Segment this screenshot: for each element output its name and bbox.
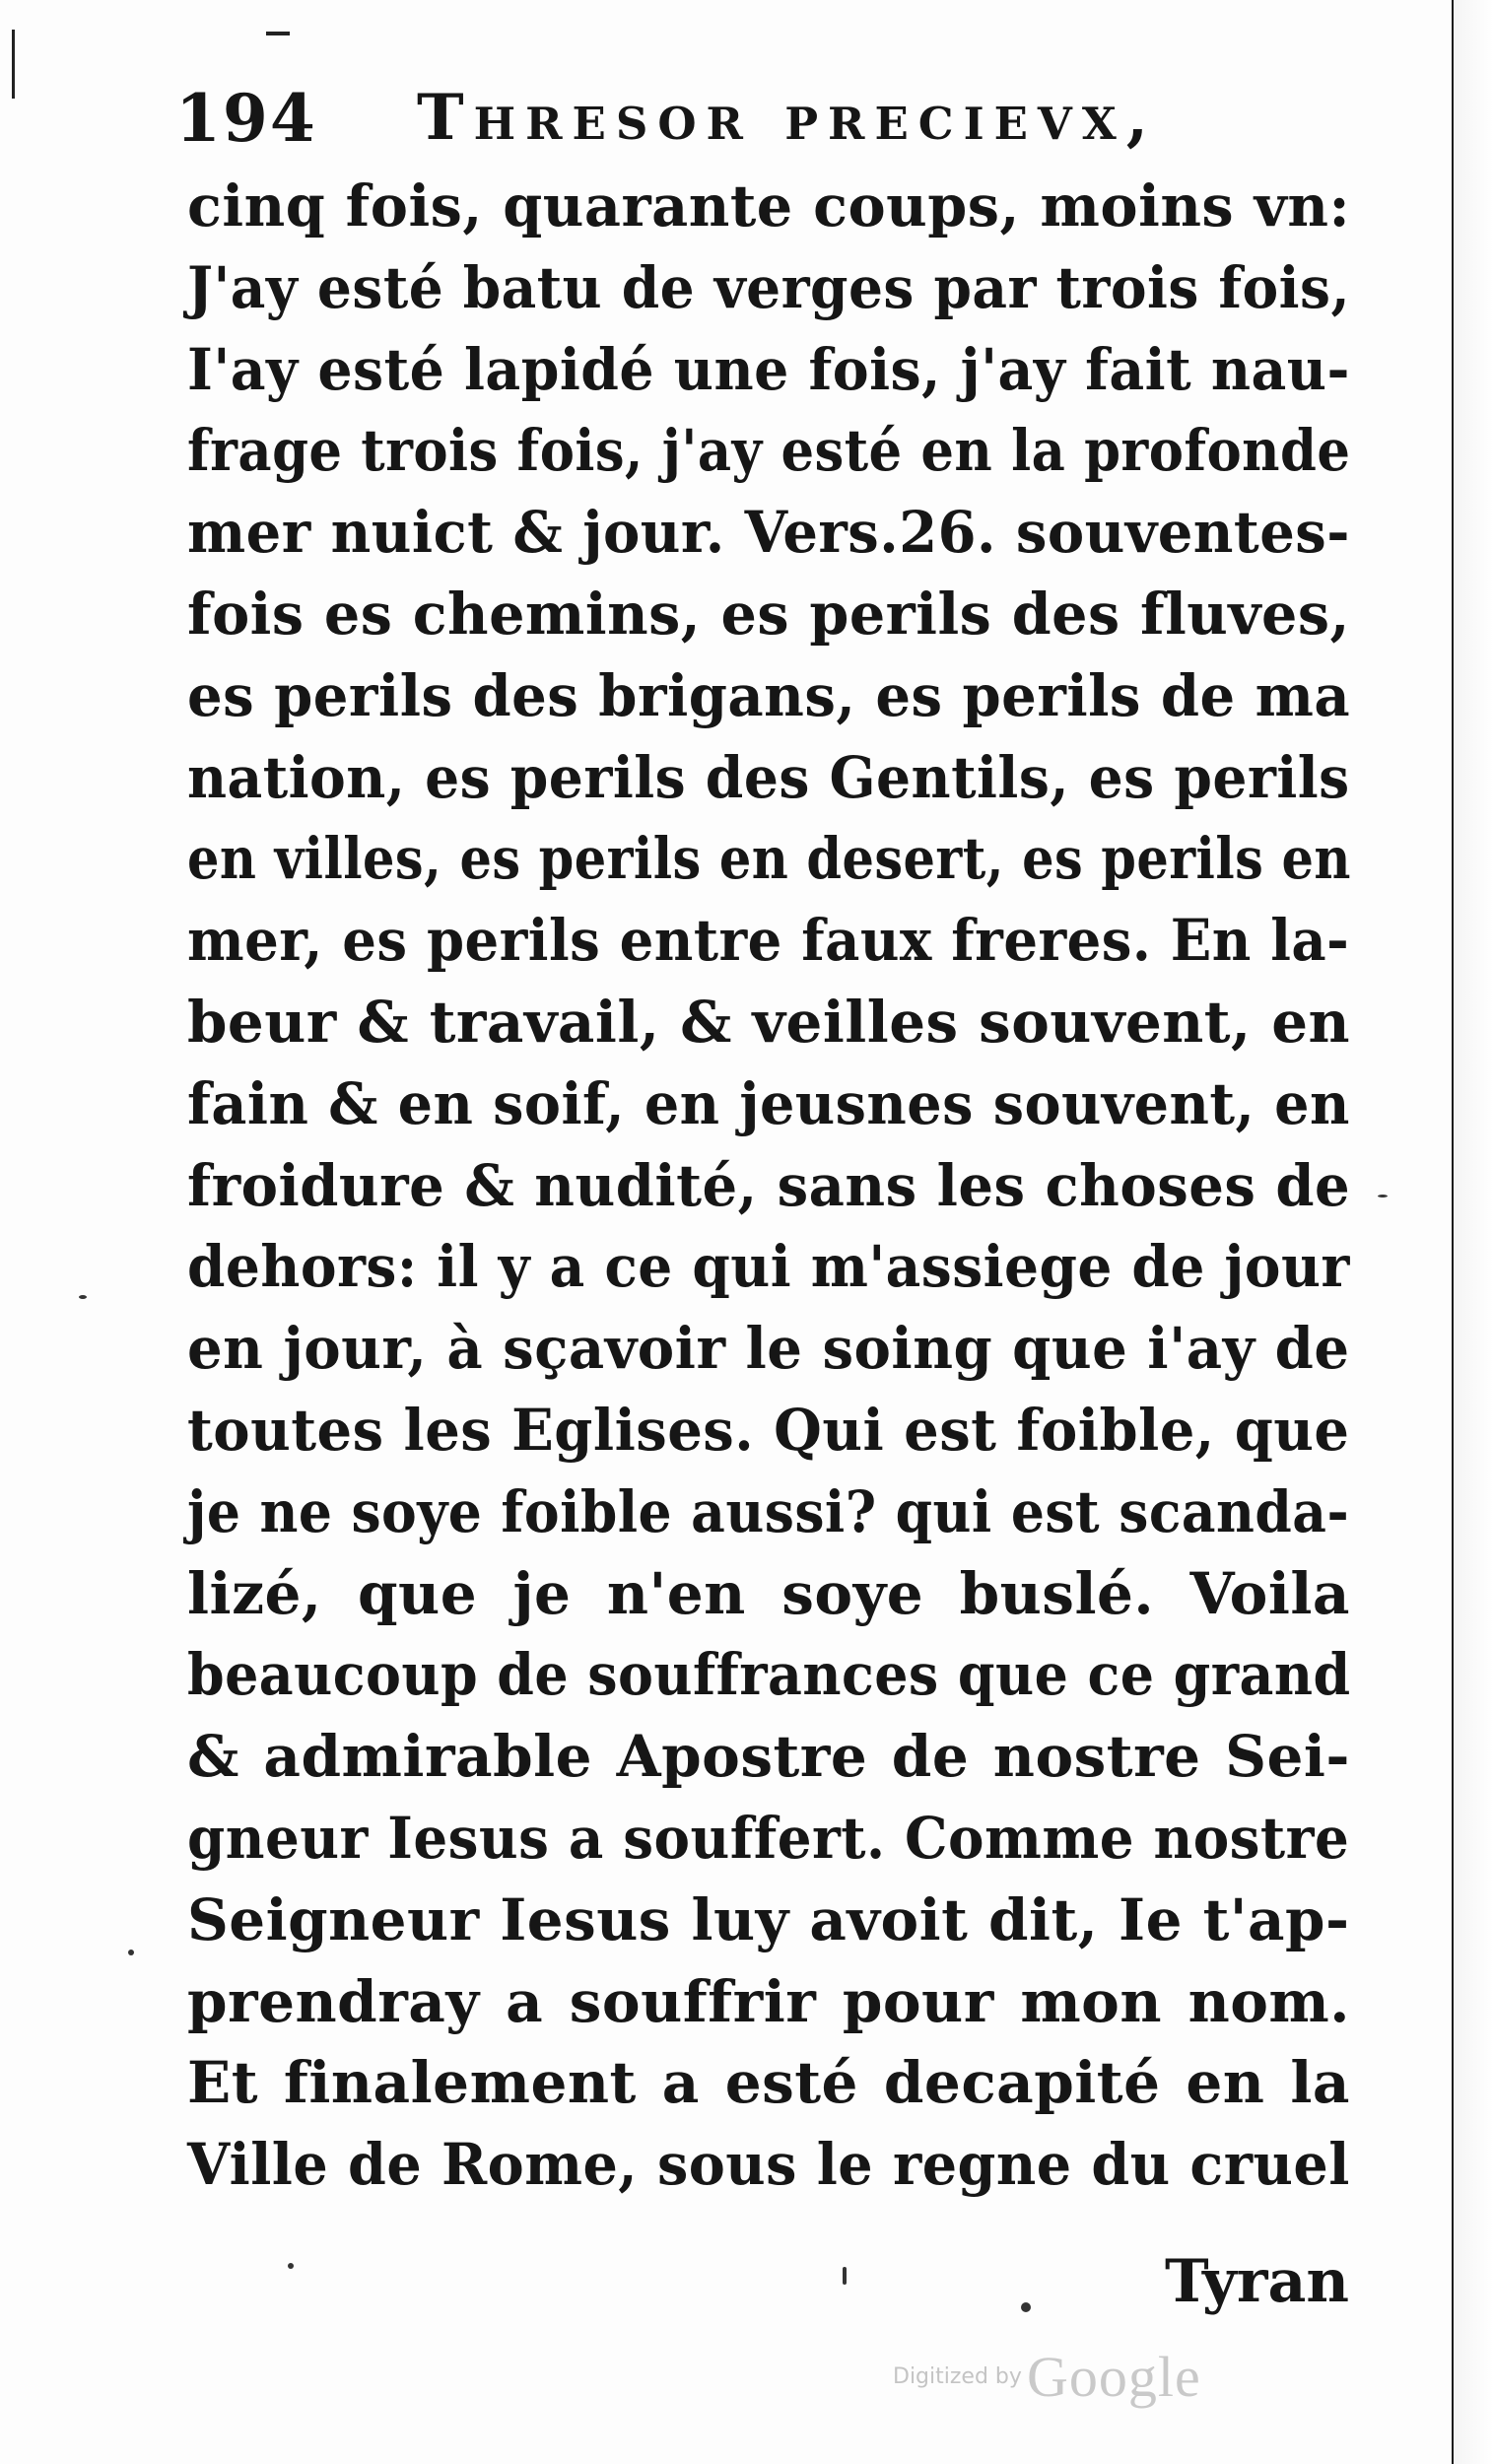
digitization-watermark — [893, 2344, 1248, 2423]
text-line: toutes les Eglises. Qui est foible, que — [187, 1396, 1350, 1464]
page-edge-left — [12, 30, 15, 99]
google-logo: Google — [1027, 2345, 1201, 2409]
ink-speck — [843, 2267, 847, 2285]
watermark-prefix: Digitized by — [893, 2364, 1022, 2389]
page-edge-right — [1452, 0, 1493, 2464]
text-line: Ville de Rome, sous le regne du cruel — [187, 2131, 1350, 2199]
text-line: nation, es perils des Gentils, es perils — [187, 743, 1350, 811]
running-title: Thresor precievx, — [417, 81, 1159, 155]
ink-speck — [288, 2263, 294, 2269]
text-line: cinq fois, quarante coups, moins vn: — [187, 172, 1351, 240]
text-line: froidure & nudité, sans les choses de — [187, 1151, 1351, 1219]
text-line: mer nuict & jour. Vers.26. souventes- — [187, 499, 1350, 567]
text-line: fain & en soif, en jeusnes souvent, en — [187, 1069, 1350, 1137]
text-line: beur & travail, & veilles souvent, en — [187, 988, 1351, 1056]
text-line: I'ay esté lapidé une fois, j'ay fait nau- — [187, 335, 1350, 403]
ink-mark — [266, 32, 290, 35]
body-text — [187, 166, 1350, 2206]
text-line: frage trois fois, j'ay esté en la profonde — [187, 417, 1351, 485]
text-line: mer, es perils entre faux freres. En la- — [187, 907, 1350, 975]
text-line: lizé, que je n'en soye buslé. Voila — [187, 1559, 1350, 1627]
text-line: je ne soye foible aussi? qui est scanda- — [187, 1477, 1350, 1545]
catchword: Tyran — [1164, 2247, 1349, 2316]
text-line: beaucoup de souffrances que ce grand — [187, 1641, 1351, 1709]
text-line: es perils des brigans, es perils de ma — [187, 661, 1351, 729]
ink-speck — [128, 1950, 134, 1955]
text-line: gneur Iesus a souffert. Comme nostre — [187, 1804, 1350, 1872]
ink-speck — [1378, 1195, 1388, 1198]
text-line: Seigneur Iesus luy avoit dit, Ie t'ap- — [187, 1885, 1350, 1953]
text-line: Et finalement a esté decapité en la — [187, 2049, 1350, 2117]
text-line: en villes, es perils en desert, es perils en — [187, 825, 1351, 893]
page-number: 194 — [175, 80, 317, 157]
ink-speck — [1021, 2302, 1031, 2312]
text-line: en jour, à sçavoir le soing que i'ay de — [187, 1315, 1350, 1383]
text-line: J'ay esté batu de verges par trois fois, — [187, 253, 1351, 321]
text-line: fois es chemins, es perils des fluves, — [187, 580, 1350, 648]
page-header — [175, 69, 1338, 168]
text-line: prendray a souffrir pour mon nom. — [187, 1967, 1350, 2035]
ink-speck — [79, 1295, 87, 1299]
text-line: & admirable Apostre de nostre Sei- — [187, 1723, 1350, 1791]
text-line: dehors: il y a ce qui m'assiege de jour — [187, 1233, 1350, 1301]
